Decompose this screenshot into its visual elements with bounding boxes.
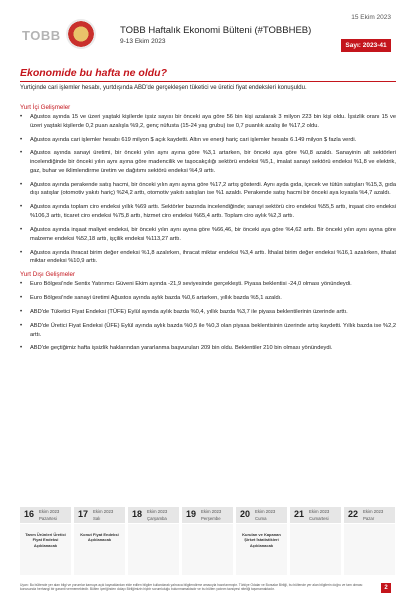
calendar-month: Ekim 2023 [147, 509, 168, 514]
calendar-day-header [182, 507, 233, 523]
calendar-day-number: 17 [78, 509, 89, 519]
foreign-list [20, 280, 396, 353]
calendar-weekday: Pazar [363, 515, 375, 521]
list-item: • ABD'de geçtiğimiz hafta işsizlik haklarından yararlanma başvuruları 209 bin oldu. Beklentiler 210 bin olması yönündeydi. [20, 344, 396, 353]
list-item: • Ağustos ayında sanayi üretimi, bir önceki yılın aynı ayına göre %3,1 artarken, bir önceki aya göre %0,8 azaldı. Sanayinin alt sektörleri incelendiğinde bir önceki yılın aynı ayına göre madencilik ve taşocakçılığı sektörü endeksi %5,1, imalat sanayi sektörü endeksi %1,8 ve elektrik, gaz, buhar ve iklimlendirme üretim ve dağıtımı sektörü endeksi %4,9 arttı. [20, 149, 396, 175]
calendar-day [290, 507, 341, 575]
calendar-month: Ekim 2023 [93, 509, 114, 514]
list-item: • Ağustos ayında ihracat birim değer endeksi %1,8 azalırken, ihracat miktar endeksi %3,4 arttı. İthalat birim değer endeksi %16,1 azalırken, ithalat miktar endeksi %10,9 arttı. [20, 249, 396, 266]
publication-date: 15 Ekim 2023 [351, 14, 391, 21]
calendar-day-number: 22 [348, 509, 359, 519]
calendar-day-body [74, 524, 125, 575]
header [0, 0, 415, 62]
calendar-month: Ekim 2023 [363, 509, 384, 514]
calendar-day [128, 507, 179, 575]
calendar-day-number: 16 [24, 509, 35, 519]
calendar-month: Ekim 2023 [255, 509, 276, 514]
calendar-day-header [344, 507, 395, 523]
calendar-day-body [128, 524, 179, 575]
section-divider [20, 81, 396, 82]
domestic-heading: Yurt İçi Gelişmeler [20, 104, 71, 111]
list-item: • Ağustos ayında 15 ve üzeri yaştaki kişilerde işsiz sayısı bir önceki aya göre 56 bin kişi azalarak 3 milyon 223 bin kişi oldu. İşsizlik oranı 15 ve üzeri yaştaki kişilerde 0,2 puan azalışla %9,2, genç nüfusta (15-24 yaş grubu) ise 0,7 puanlık azalış ile %17,2 oldu. [20, 113, 396, 130]
calendar-day-body [20, 524, 71, 575]
calendar-day-body [182, 524, 233, 575]
calendar-day-body [290, 524, 341, 575]
calendar-day [344, 507, 395, 575]
calendar-event: Konut Fiyat Endeksi Açıklanacak [80, 532, 119, 543]
calendar-day-header [128, 507, 179, 523]
list-item: • Ağustos ayında toplam ciro endeksi yıllık %69 arttı. Sektörler bazında incelendiğinde; sanayi sektörü ciro endeksi %55,5 arttı, inşaat ciro endeksi %106,3 arttı, ticaret ciro endeksi %75,8 arttı, hizmet ciro endeksi %65,4 arttı. Toplam ciro aylık %2,3 arttı. [20, 203, 396, 220]
calendar-weekday: Cumartesi [309, 515, 329, 521]
bulletin-date-range: 9-13 Ekim 2023 [120, 38, 166, 45]
calendar-day-header [74, 507, 125, 523]
calendar-day-header [236, 507, 287, 523]
list-item: • Ağustos ayında perakende satış hacmi, bir önceki yılın aynı ayına göre %17,2 artış gösterdi. Aynı ayda gıda, içecek ve tütün satışları %15,3, gıda dışı satışlar (otomotiv yakıtı hariç) %24,2 arttı, otomotiv yakıtı satışları ise %1 azaldı. Perakende satış hacmi bir önceki aya kıyasla %4,7 azaldı. [20, 181, 396, 198]
section-intro: Yurtiçinde cari işlemler hesabı, yurtdışında ABD'de gerçekleşen tüketici ve üretici fiyat endeksleri konuşuldu. [20, 85, 307, 91]
calendar-weekday: Pazartesi [39, 515, 57, 521]
calendar-event: Tarım Ürünleri Üretici Fiyat Endeksi Açıklanacak [25, 532, 66, 548]
list-item: • Ağustos ayında cari işlemler hesabı 619 milyon $ açık kaydetti. Altın ve enerji hariç cari işlemler hesabı 6.149 milyon $ fazla verdi. [20, 136, 396, 145]
calendar-event: Kurulan ve Kapanan Şirket İstatistikleri Açıklanacak [242, 532, 281, 548]
tobb-logo: TOBB [22, 28, 61, 43]
calendar-weekday: Çarşamba [147, 515, 167, 521]
foreign-heading: Yurt Dışı Gelişmeler [20, 271, 76, 279]
list-item: • Euro Bölgesi'nde sanayi üretimi Ağustos ayında aylık bazda %0,6 artarken, yıllık bazda %5,1 azaldı. [20, 294, 396, 303]
calendar-day [20, 507, 71, 575]
list-item: • ABD'de Üretici Fiyat Endeksi (ÜFE) Eylül ayında aylık bazda %0,5 ile %0,3 olan piyasa beklentisinin üzerinde artış kaydetti. Yıllık bazda ise %2,2 arttı. [20, 322, 396, 339]
bulletin-title: TOBB Haftalık Ekonomi Bülteni (#TOBBHEB) [120, 25, 312, 36]
list-item: • Euro Bölgesi'nde Sentix Yatırımcı Güveni Ekim ayında -21,9 seviyesinde gerçekleşti. Piyasa beklentisi -24,0 olması yönündeydi. [20, 280, 396, 289]
list-item: • ABD'de Tüketici Fiyat Endeksi (TÜFE) Eylül ayında aylık bazda %0,4, yıllık bazda %3,7 ile piyasa beklentilerinin üzerinde arttı. [20, 308, 396, 317]
content [20, 100, 396, 358]
disclaimer: Uyarı: Bu bültende yer alan bilgi ve yorumlar kamuya açık kaynaklardan elde edilen bilgiler kullanılarak yalnızca bilgilendirme amacıyla hazırlanmıştır. Türkiye Odalar ve Borsalar Birliği, bu bültende yer alan bilgilerin doğru ve tam olması konusunda herhangi bir garanti vermemektedir. Bülten içeriğinden dolayı Birliğimizin hiçbir sorumluluğu bulunmamaktadır ve bu bülten yatırım tavsiyesi niteliği taşımamaktadır. [20, 583, 363, 592]
domestic-list [20, 113, 396, 266]
calendar-weekday: Salı [93, 515, 101, 521]
page-number: 2 [381, 583, 391, 593]
calendar-month: Ekim 2023 [39, 509, 60, 514]
calendar-day-number: 18 [132, 509, 143, 519]
issue-badge: Sayı: 2023-41 [341, 39, 391, 52]
calendar-day-number: 20 [240, 509, 251, 519]
calendar-day-header [20, 507, 71, 523]
calendar-day [236, 507, 287, 575]
calendar-day-header [290, 507, 341, 523]
calendar-weekday: Cuma [255, 515, 267, 521]
tobb-emblem-icon [66, 19, 96, 49]
calendar-month: Ekim 2023 [201, 509, 222, 514]
section-title: Ekonomide bu hafta ne oldu? [20, 67, 167, 79]
calendar-day [74, 507, 125, 575]
calendar-day-body [344, 524, 395, 575]
calendar-month: Ekim 2023 [309, 509, 330, 514]
calendar-day [182, 507, 233, 575]
list-item: • Ağustos ayında inşaat maliyet endeksi, bir önceki yılın aynı ayına göre %66,46, bir önceki aya göre %4,62 arttı. Bir önceki yılın aynı ayına göre malzeme endeksi %52,18 arttı, işçilik endeksi %113,27 arttı. [20, 226, 396, 243]
calendar-day-body [236, 524, 287, 575]
calendar-weekday: Perşembe [201, 515, 221, 521]
weekly-calendar [20, 507, 396, 575]
calendar-day-number: 19 [186, 509, 197, 519]
calendar-day-number: 21 [294, 509, 305, 519]
